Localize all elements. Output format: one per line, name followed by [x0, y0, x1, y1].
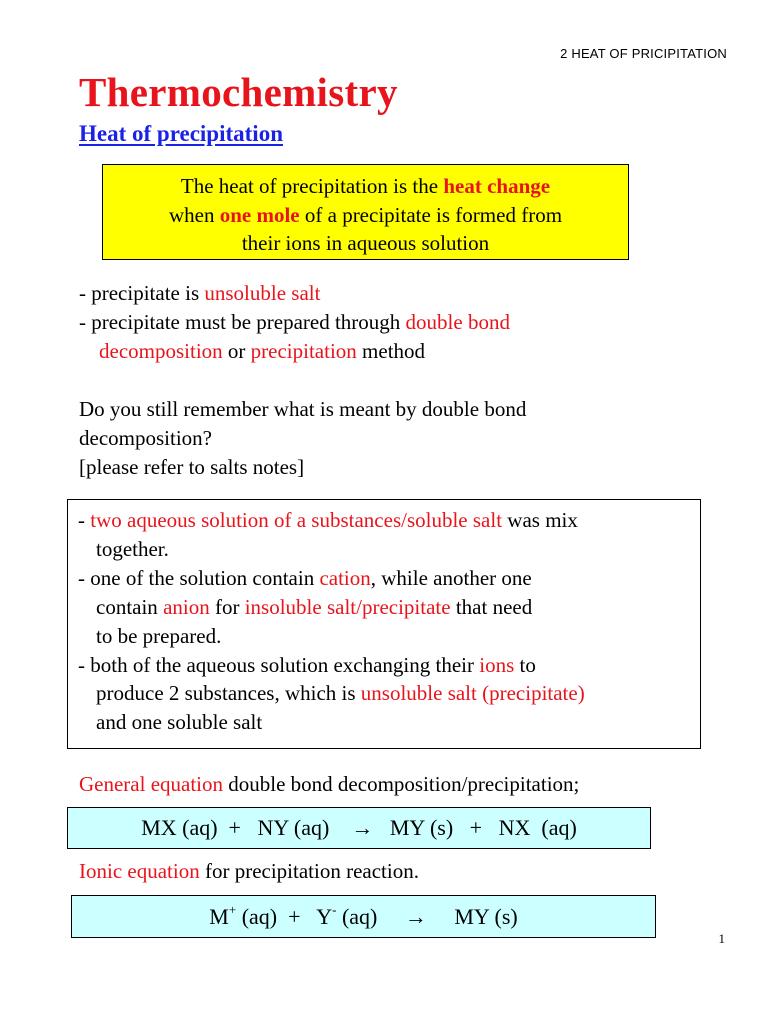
definition-text: of a precipitate is formed from [299, 202, 563, 227]
bullet-text: - precipitate is [79, 281, 205, 305]
anion-charge: - [332, 902, 337, 917]
double-decomposition-notes-box [67, 499, 701, 749]
note-text: - both of the aqueous solution exchanging their [78, 652, 480, 677]
definition-line-2 [103, 201, 628, 230]
definition-line-1 [103, 172, 628, 201]
note-line: to be prepared. [96, 623, 222, 648]
bullet-highlight: precipitation [250, 339, 357, 363]
note-line [78, 564, 700, 593]
precipitate-bullets [79, 279, 699, 366]
bullet-text: - precipitate must be prepared through [79, 310, 406, 334]
note-line [78, 506, 700, 535]
general-equation-label [79, 770, 579, 799]
definition-box [102, 164, 629, 260]
note-text: contain [96, 594, 164, 619]
bullet-highlight: double bond [405, 310, 510, 334]
note-text: - one of the solution contain [78, 565, 320, 590]
note-text: , while another one [370, 565, 532, 590]
note-highlight: anion [163, 594, 210, 619]
definition-text: The heat of precipitation is the [180, 174, 444, 198]
note-line: together. [96, 536, 169, 561]
general-equation-box: MX (aq) + NY (aq) → MY (s) + NX (aq) [67, 807, 651, 849]
ionic-equation-end: (aq) → MY (s) [336, 904, 518, 929]
note-highlight: cation [319, 565, 371, 590]
ion-m: M [209, 904, 229, 929]
definition-line-3: their ions in aqueous solution [241, 231, 490, 255]
bullet-item [79, 308, 699, 337]
question-reference: [please refer to salts notes] [79, 455, 305, 479]
page-number: 1 [718, 931, 725, 946]
ionic-equation-middle: (aq) + Y [236, 904, 333, 929]
ionic-equation-label [79, 857, 419, 886]
page-title: Thermochemistry [79, 69, 398, 115]
note-line [78, 593, 700, 622]
note-text: that need [450, 594, 533, 619]
note-text: produce 2 substances, which is [96, 681, 361, 706]
bullet-highlight: unsoluble salt [204, 281, 321, 305]
general-equation-term: General equation [79, 772, 224, 796]
note-line: and one soluble salt [96, 710, 263, 735]
bullet-text: method [356, 339, 426, 363]
ionic-equation-desc: for precipitation reaction. [199, 859, 419, 883]
cation-charge: + [228, 902, 237, 917]
bullet-text: or [222, 339, 251, 363]
note-text: to [514, 652, 536, 677]
note-line [78, 679, 700, 708]
note-highlight: unsoluble salt (precipitate) [360, 681, 585, 706]
ionic-equation-term: Ionic equation [79, 859, 200, 883]
general-equation-desc: double bond decomposition/precipitation; [223, 772, 580, 796]
definition-text: when [168, 202, 220, 227]
bullet-highlight: decomposition [99, 339, 223, 363]
question-line: decomposition? [79, 426, 212, 450]
note-highlight: two aqueous solution of a substances/soluble salt [90, 508, 503, 532]
page-subtitle: Heat of precipitation [79, 121, 283, 146]
note-text: for [209, 594, 245, 619]
running-head: 2 HEAT OF PRICIPITATION [560, 46, 727, 61]
ionic-equation-box [71, 895, 656, 938]
question-line: Do you still remember what is meant by double bond [79, 397, 527, 421]
note-dash: - [78, 508, 91, 532]
note-text: was mix [502, 508, 578, 532]
bullet-continuation [79, 337, 699, 366]
note-line [78, 651, 700, 680]
bullet-item [79, 279, 699, 308]
definition-highlight-heat-change: heat change [443, 174, 551, 198]
note-highlight: ions [479, 652, 515, 677]
review-question [79, 395, 699, 482]
note-highlight: insoluble salt/precipitate [244, 594, 451, 619]
definition-highlight-one-mole: one mole [219, 202, 300, 227]
